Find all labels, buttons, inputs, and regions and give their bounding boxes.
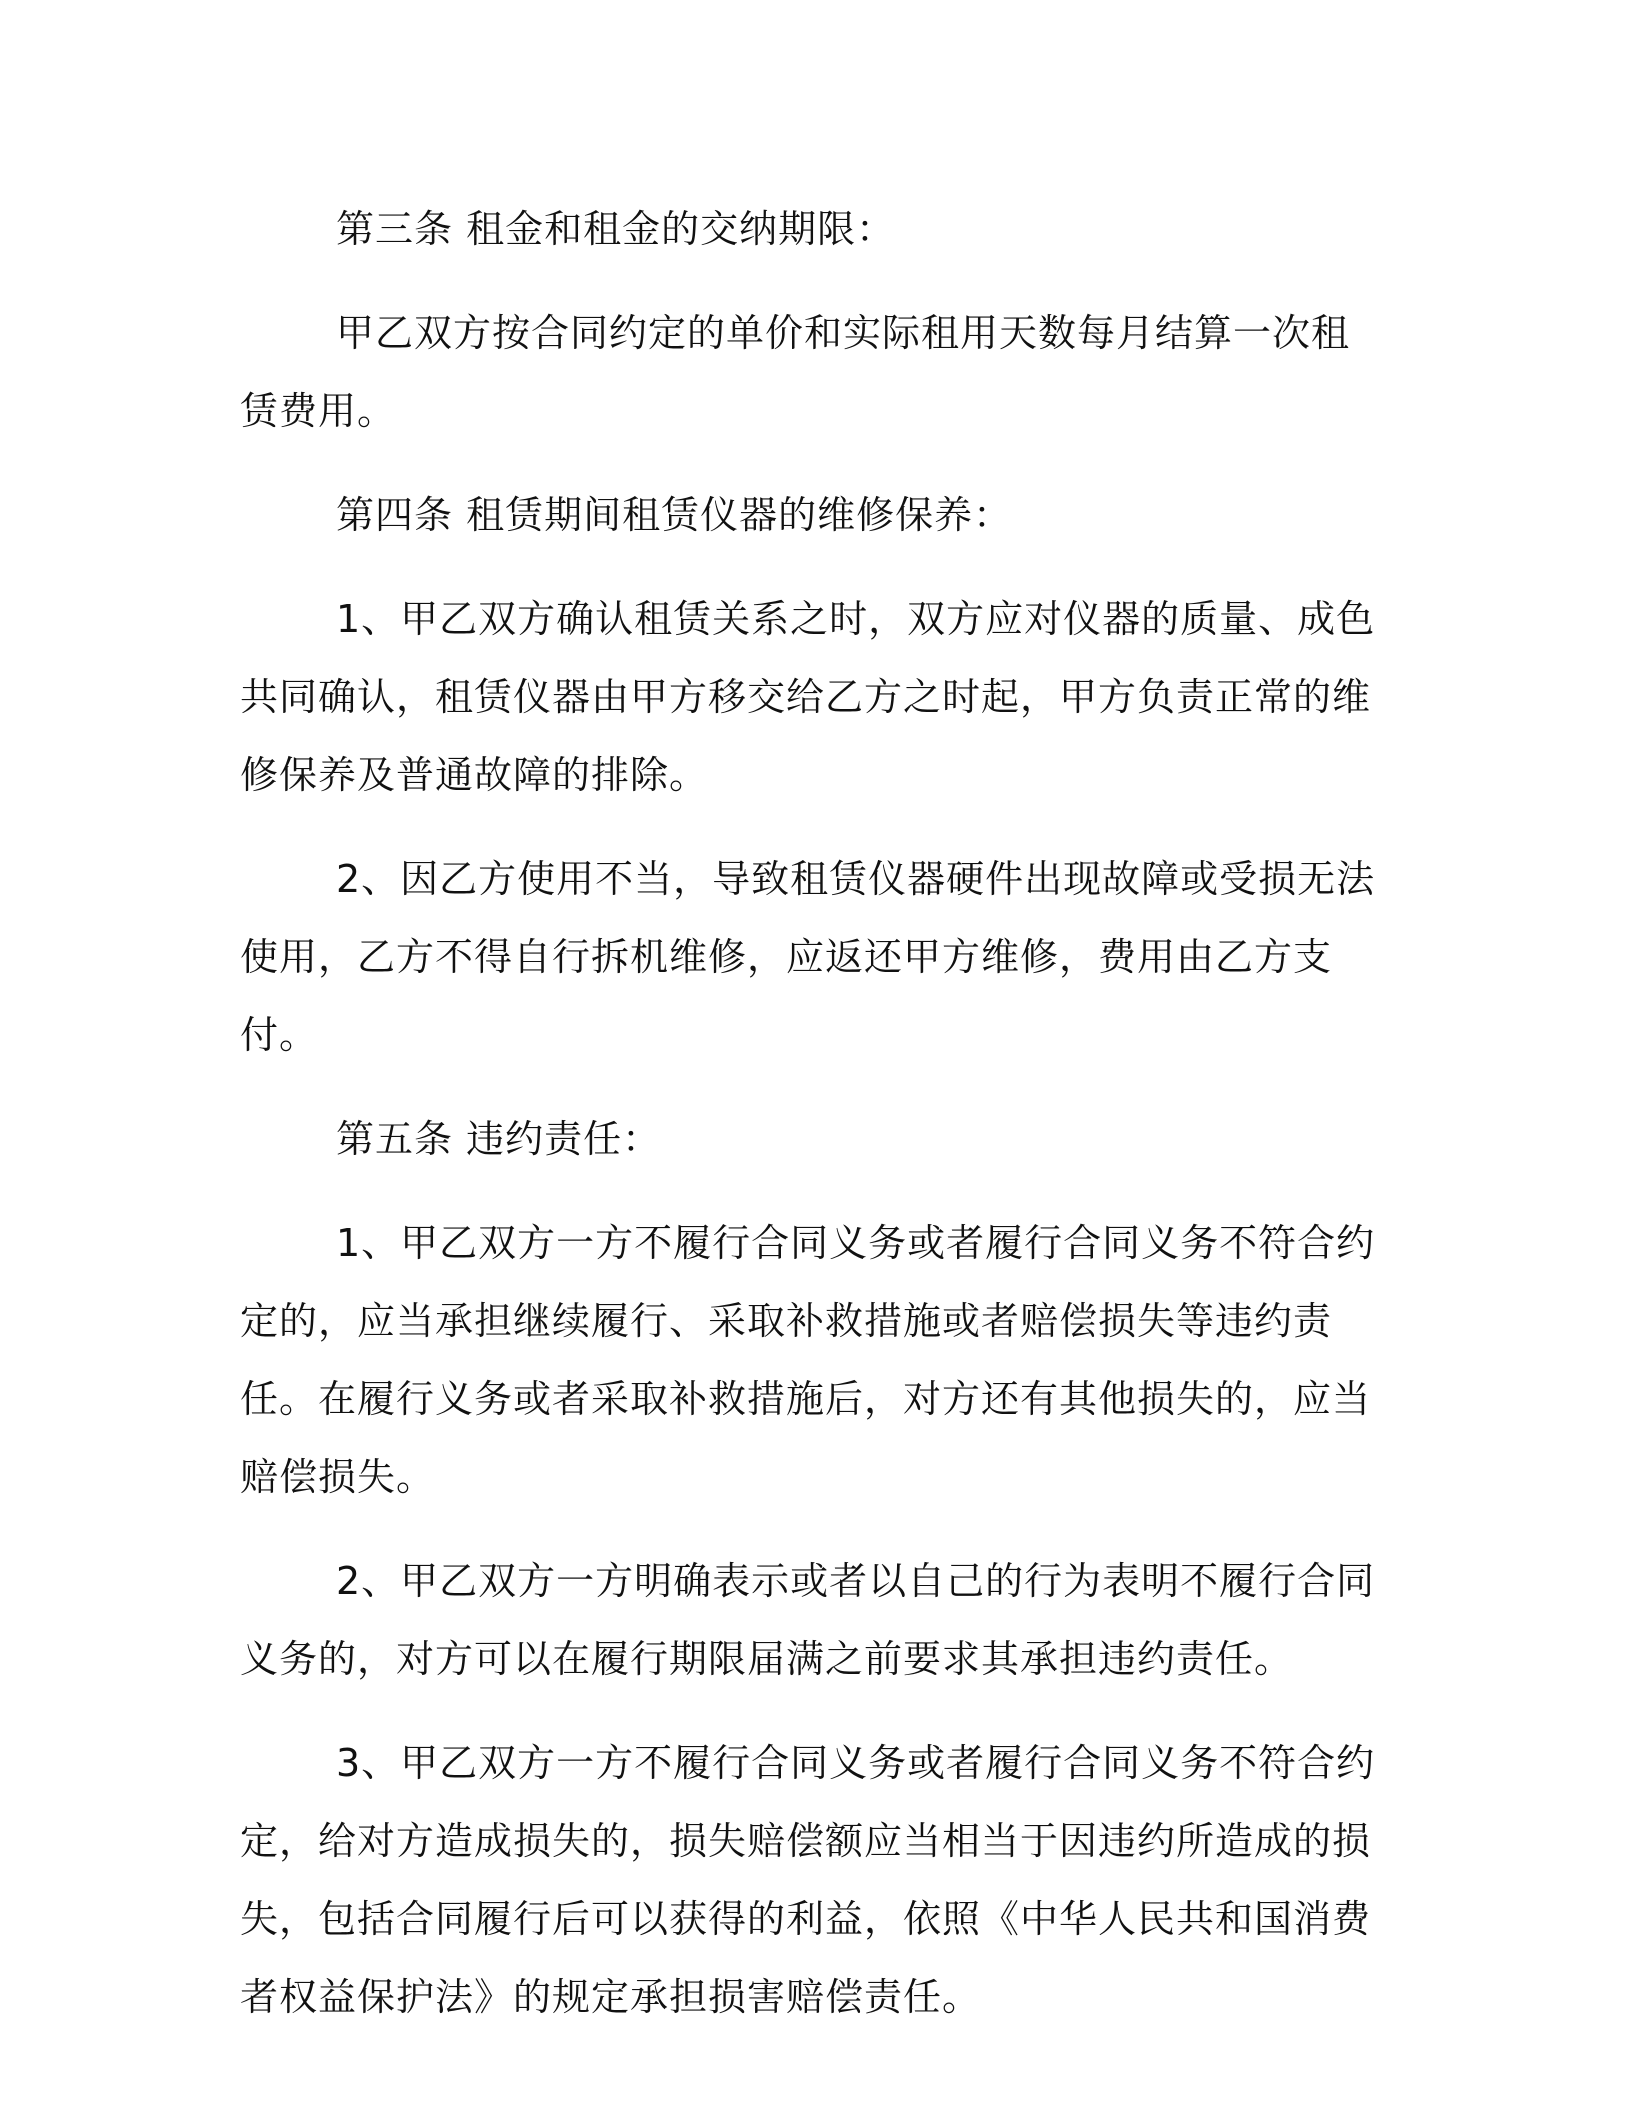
article-4-heading: 第四条 租赁期间租赁仪器的维修保养： <box>336 493 1013 537</box>
article-3-body: 甲乙双方按合同约定的单价和实际租用天数每月结算一次租赁费用。 <box>240 311 1351 433</box>
article-5-item-3: 3、甲乙双方一方不履行合同义务或者履行合同义务不符合约定，给对方造成损失的，损失赔偿额应当相当于因违约所造成的损失，包括合同履行后可以获得的利益，依照《中华人民共和国消费者权益保护法》的规定承担损害赔偿责任。 <box>240 1741 1376 2019</box>
article-5-heading: 第五条 违约责任： <box>336 1117 662 1161</box>
article-4-item-1: 1、甲乙双方确认租赁关系之时，双方应对仪器的质量、成色共同确认，租赁仪器由甲方移交给乙方之时起，甲方负责正常的维修保养及普通故障的排除。 <box>240 597 1376 797</box>
document-body <box>240 190 1380 2062</box>
article-5-item-2: 2、甲乙双方一方明确表示或者以自己的行为表明不履行合同义务的，对方可以在履行期限届满之前要求其承担违约责任。 <box>240 1559 1376 1681</box>
article-5-item-1: 1、甲乙双方一方不履行合同义务或者履行合同义务不符合约定的，应当承担继续履行、采取补救措施或者赔偿损失等违约责任。在履行义务或者采取补救措施后，对方还有其他损失的，应当赔偿损失。 <box>240 1221 1376 1499</box>
article-3-heading: 第三条 租金和租金的交纳期限： <box>336 207 896 251</box>
article-4-item-2: 2、因乙方使用不当，导致租赁仪器硬件出现故障或受损无法使用，乙方不得自行拆机维修，应返还甲方维修，费用由乙方支付。 <box>240 857 1376 1057</box>
